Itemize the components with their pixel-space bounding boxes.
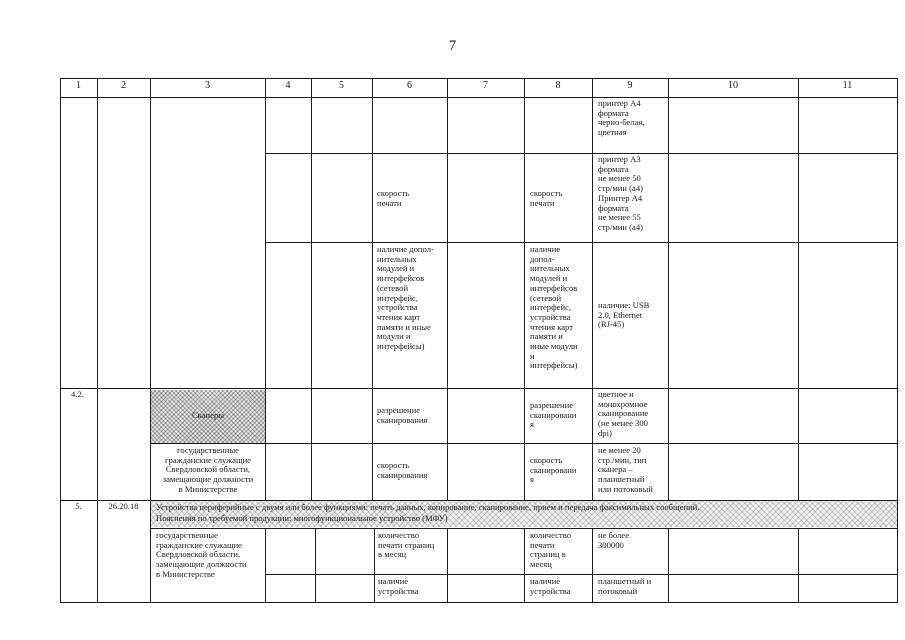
scanner-speed-characteristic-2: скорость сканировани я [530, 456, 577, 485]
scanner-speed-characteristic: скорость сканирования [377, 461, 428, 480]
mfu-device-value: планшетный и потоковый [598, 577, 652, 596]
mfu-device-characteristic: наличие устройства [378, 577, 419, 596]
column-header-6: 6 [407, 80, 412, 91]
scanner-users-category: государственные гражданские служащие Свердловской области, замещающие должности в Министерстве [162, 446, 254, 494]
column-header-2: 2 [121, 80, 126, 91]
mfu-device-characteristic-2: наличие устройства [530, 577, 571, 596]
print-speed-characteristic: скорость печати [377, 189, 410, 208]
print-speed-characteristic-2: скорость печати [530, 189, 563, 208]
page-number: 7 [448, 38, 457, 54]
column-header-8: 8 [555, 80, 561, 91]
scanner-resolution-value: цветное и монохромное сканирование (не менее 300 dpi) [598, 390, 649, 438]
mfu-row-number: 5. [75, 502, 82, 511]
mfu-description-line-2: Пояснения по требуемой продукции: многофункциональное устройство (МФУ) [156, 513, 448, 523]
column-header-3: 3 [205, 80, 210, 91]
column-header-7: 7 [483, 80, 488, 91]
mfu-users-category: государственные гражданские служащие Свердловской области, замещающие должности в Министерстве [156, 531, 247, 579]
mfu-pages-characteristic-2: количество печати страниц в месяц [530, 531, 572, 570]
column-header-10: 10 [728, 80, 738, 91]
modules-characteristic-2: наличие допол- нительных модулей и интерфейсов (сетевой интерфейс, устройства чтения карт памяти и иные модули и интерфейсы) [530, 245, 578, 371]
scanner-speed-value: не менее 20 стр./мин, тип сканера – планшетный или потоковый [598, 446, 653, 494]
column-header-1: 1 [76, 80, 81, 91]
mfu-description-line-1: Устройства периферийные с двумя или более функциями: печать данных, копирование, сканирование, прием и передача факсимильных сообщений. [156, 502, 700, 512]
print-speed-value: принтер А3 формата не менее 50 стр/мин (а4) Принтер А4 формата не менее 55 стр/мин (а4) [598, 155, 643, 232]
modules-characteristic: наличие допол- нительных модулей и интерфейсов (сетевой интерфейс, устройства чтения карт памяти и иные модули и интерфейсы) [377, 245, 434, 352]
scanner-resolution-characteristic: разрешение сканирования [377, 406, 428, 425]
scanner-row-number: 4.2. [71, 390, 84, 399]
mfu-okpd-code: 26.20.18 [108, 502, 139, 511]
scanner-category-label: Сканеры [191, 411, 225, 420]
column-header-9: 9 [627, 80, 633, 91]
column-header-5: 5 [339, 80, 344, 91]
column-header-4: 4 [285, 80, 291, 91]
printer-color-value: принтер А4 формата черно-белая, цветная [598, 99, 645, 138]
mfu-pages-value: не более 300000 [598, 531, 630, 550]
column-header-11: 11 [842, 80, 853, 91]
scanner-resolution-characteristic-2: разрешение сканировани я [530, 401, 577, 430]
mfu-pages-characteristic: количество печати страниц в месяц [378, 531, 435, 560]
modules-value: наличие: USB 2.0, Ethernet (RJ-45) [598, 301, 650, 330]
